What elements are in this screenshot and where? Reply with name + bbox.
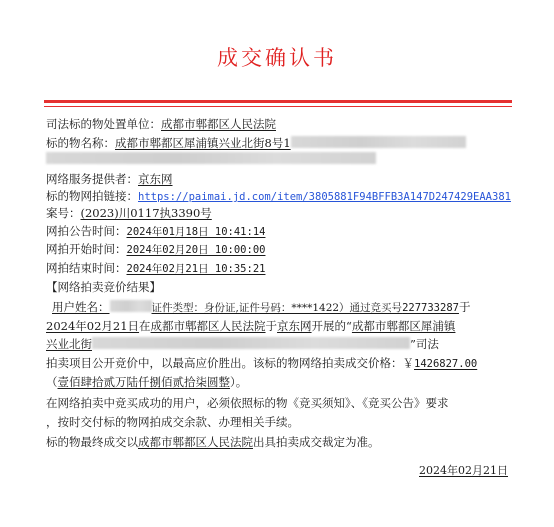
- court-value: 成都市郫都区人民法院: [161, 117, 276, 131]
- redacted-block: [92, 337, 410, 349]
- start-label: 网拍开始时间：: [46, 242, 127, 256]
- result-item-a: 成都市郫都区犀浦镇: [351, 319, 456, 333]
- price-words-close: ）。: [230, 375, 248, 389]
- result-line-1: [52, 300, 470, 315]
- document-title: 成交确认书: [217, 46, 337, 70]
- end-value: 2024年02月21日 10:35:21: [126, 263, 266, 275]
- case-label: 案号：: [46, 206, 81, 220]
- redacted-block: [110, 300, 152, 312]
- notice-line-1: 在网络拍卖中竞买成功的用户，必须依照标的物《竞买须知》、《竞买公告》要求: [46, 396, 449, 410]
- link-line: [46, 189, 511, 204]
- notice-line-2: ，按时交付标的物网拍成交余款、办理相关手续。: [46, 415, 299, 429]
- conj-yu-2: 于: [265, 319, 278, 333]
- bid-number: 227733287: [402, 302, 459, 314]
- redacted-block: [291, 136, 466, 148]
- id-info: 证件类型：身份证,证件号码：****1422）通过竞买号: [151, 302, 403, 314]
- price-words-open: （: [46, 375, 58, 389]
- start-value: 2024年02月20日 10:00:00: [126, 244, 266, 256]
- final-text-b: 出具拍卖成交裁定为准。: [253, 435, 380, 449]
- result-item-b: 兴业北街: [46, 337, 92, 351]
- end-label: 网拍结束时间：: [46, 261, 127, 275]
- header-rule-thin: [44, 106, 512, 107]
- footer-date: 2024年02月21日: [419, 464, 508, 477]
- result-platform: 京东网: [277, 319, 312, 333]
- announce-label: 网拍公告时间：: [46, 224, 127, 238]
- price-text: 拍卖项目公开竞价中，以最高应价胜出。该标的物网络拍卖成交价格：￥: [46, 356, 414, 370]
- price-value: 1426827.00: [414, 358, 478, 370]
- case-value: (2023)川0117执3390号: [80, 206, 212, 220]
- item-line-2: [46, 152, 376, 166]
- announce-value: 2024年01月18日 10:41:14: [126, 226, 266, 238]
- announce-line: [46, 224, 265, 239]
- platform-value: 京东网: [138, 172, 173, 186]
- user-name-label: 用户姓名：: [52, 300, 110, 314]
- court-label: 司法标的物处置单位：: [46, 117, 161, 131]
- result-line-5: [46, 375, 247, 389]
- header-rule-thick: [44, 100, 512, 103]
- result-line-3: [46, 337, 439, 351]
- end-line: [46, 261, 265, 276]
- result-line-2: [46, 319, 455, 333]
- court-line: [46, 117, 276, 131]
- redacted-block: [46, 152, 376, 164]
- item-label: 标的物名称：: [46, 136, 115, 150]
- price-words: 壹佰肆拾贰万陆仟捌佰贰拾柒圆整: [57, 375, 230, 389]
- start-line: [46, 242, 265, 257]
- auction-link[interactable]: https://paimai.jd.com/item/3805881F94BFFB3A147D247429EAA381: [138, 191, 511, 203]
- conj-sifa: ”司法: [410, 337, 439, 351]
- link-label: 标的物网拍链接：: [46, 189, 138, 203]
- platform-label: 网络服务提供者：: [46, 172, 138, 186]
- item-line: [46, 136, 466, 150]
- final-text-a: 标的物最终成交以: [46, 435, 138, 449]
- result-date: 2024年02月21日: [46, 319, 140, 333]
- result-court: 成都市郫都区人民法院: [150, 319, 266, 333]
- result-line-4: [46, 356, 477, 371]
- final-line: [46, 435, 380, 449]
- item-value: 成都市郫都区犀浦镇兴业北街8号1: [115, 136, 291, 150]
- result-header: 【网络拍卖竞价结果】: [46, 280, 161, 294]
- conj-yu: 于: [458, 300, 471, 314]
- case-line: [46, 206, 212, 220]
- conj-zai: 在: [139, 319, 151, 333]
- platform-line: [46, 172, 173, 186]
- conj-kaizhan: 开展的“: [311, 319, 352, 333]
- final-court: 成都市郫都区人民法院: [138, 435, 253, 449]
